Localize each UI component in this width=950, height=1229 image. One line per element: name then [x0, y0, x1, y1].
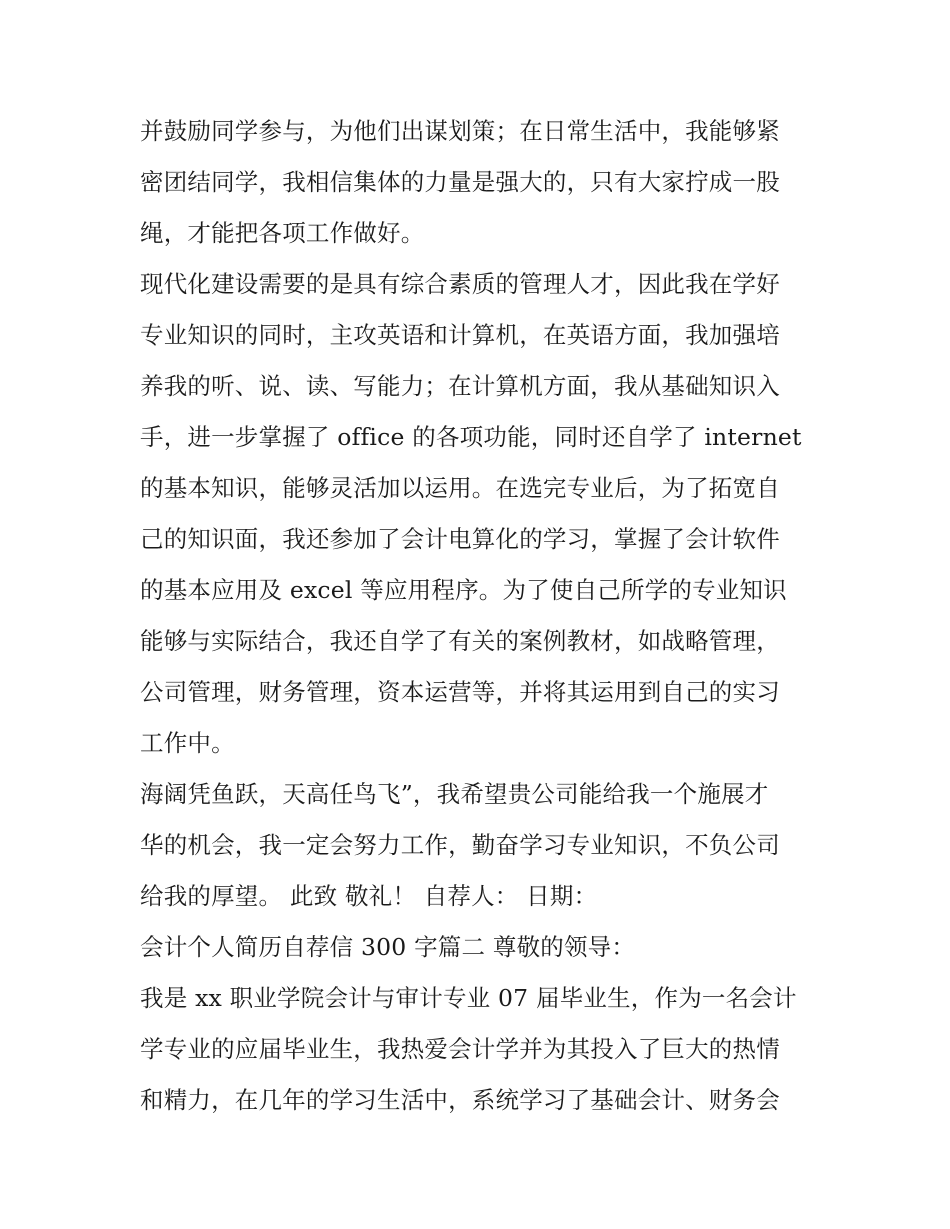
text-line: 密团结同学，我相信集体的力量是强大的，只有大家拧成一股: [140, 168, 780, 196]
text-line: 己的知识面，我还参加了会计电算化的学习，掌握了会计软件: [140, 525, 780, 553]
text-line: 能够与实际结合，我还自学了有关的案例教材，如战略管理，: [140, 627, 780, 655]
text-line: 的基本知识，能够灵活加以运用。在选完专业后，为了拓宽自: [140, 474, 780, 502]
text-line: 华的机会，我一定会努力工作，勤奋学习专业知识，不负公司: [140, 831, 780, 859]
text-line: 手，进一步掌握了 office 的各项功能，同时还自学了 internet: [140, 423, 802, 451]
text-line: 并鼓励同学参与，为他们出谋划策；在日常生活中，我能够紧: [140, 117, 780, 145]
text-line: 学专业的应届毕业生，我热爱会计学并为其投入了巨大的热情: [140, 1035, 780, 1063]
text-line: 现代化建设需要的是具有综合素质的管理人才，因此我在学好: [140, 270, 780, 298]
text-line: 我是 xx 职业学院会计与审计专业 07 届毕业生，作为一名会计: [140, 984, 797, 1012]
section-heading: 会计个人简历自荐信 300 字篇二 尊敬的领导：: [140, 933, 636, 961]
text-line: 专业知识的同时，主攻英语和计算机，在英语方面，我加强培: [140, 321, 780, 349]
text-line: 公司管理，财务管理，资本运营等，并将其运用到自己的实习: [140, 678, 780, 706]
document-body: [140, 106, 820, 1126]
text-line: 的基本应用及 excel 等应用程序。为了使自己所学的专业知识: [140, 576, 787, 604]
text-line: 工作中。: [140, 729, 235, 757]
text-line: 海阔凭鱼跃，天高任鸟飞”，我希望贵公司能给我一个施展才: [140, 780, 769, 808]
text-line: 绳，才能把各项工作做好。: [140, 219, 425, 247]
text-line: 和精力，在几年的学习生活中，系统学习了基础会计、财务会: [140, 1086, 780, 1114]
text-line: 给我的厚望。 此致 敬礼！ 自荐人： 日期：: [140, 882, 598, 910]
text-line: 养我的听、说、读、写能力；在计算机方面，我从基础知识入: [140, 372, 780, 400]
